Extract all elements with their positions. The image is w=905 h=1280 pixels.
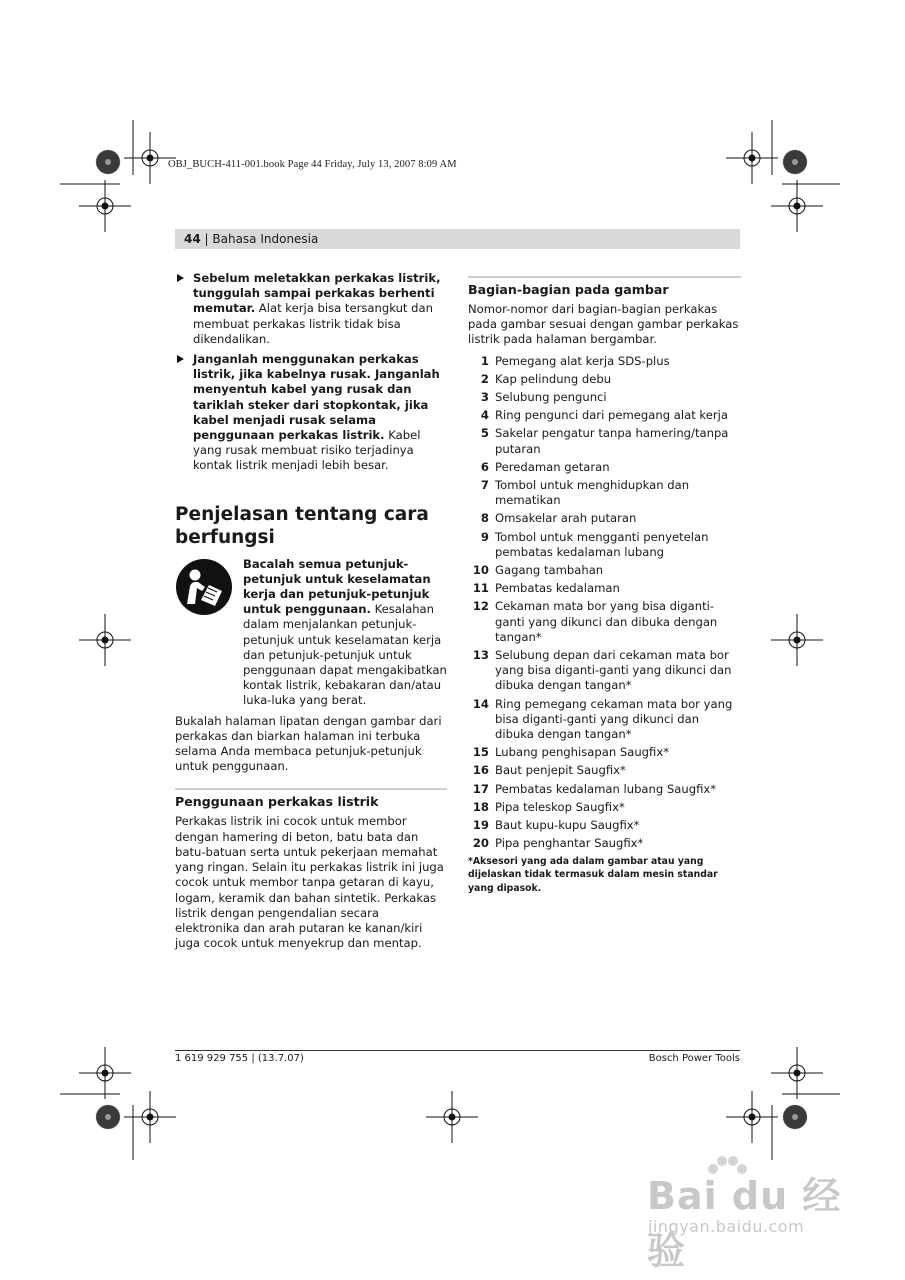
warning-bold-text: Janganlah menggunakan perkakas listrik, jika kabelnya rusak. Janganlah menyentuh kabel yang rusak dan tariklah steker dari stopkontak, jika kabel menjadi rusak selama penggunaan perkakas listrik.	[193, 352, 440, 443]
part-label: Tombol untuk menghidupkan dan mematikan	[495, 478, 690, 508]
part-number: 5	[480, 426, 489, 441]
part-number: 3	[480, 390, 489, 405]
warning-text: Kabel yang rusak membuat risiko terjadinya kontak listrik menjadi lebih besar.	[193, 428, 421, 473]
warning-text: Alat kerja bisa tersangkut dan membuat perkakas listrik tidak bisa dikendalikan.	[193, 301, 433, 346]
part-label: Kap pelindung debu	[495, 371, 612, 386]
part-number: 7	[480, 478, 489, 493]
part-label: Ring pengunci dari pemegang alat kerja	[495, 408, 728, 423]
read-manual-icon	[175, 558, 233, 616]
header-language: Bahasa Indonesia	[212, 232, 319, 246]
page-header	[175, 229, 740, 249]
page-number: 44	[184, 232, 201, 246]
part-list-item	[468, 581, 741, 596]
part-label: Tombol untuk mengganti penyetelan pembatas kedalaman lubang	[495, 529, 709, 559]
accessory-footnote: *Aksesori yang ada dalam gambar atau yang dijelaskan tidak termasuk dalam mesin standar yang dipasok.	[468, 855, 718, 894]
part-label: Baut kupu-kupu Saugfix*	[495, 818, 640, 833]
read-manual-block	[175, 557, 447, 709]
left-column	[175, 271, 447, 951]
part-label: Pembatas kedalaman	[495, 581, 620, 596]
watermark-url: jingyan.baidu.com	[648, 1217, 805, 1236]
part-label: Cekaman mata bor yang bisa diganti-ganti yang dikunci dan dibuka dengan tangan*	[495, 599, 718, 644]
part-label: Pembatas kedalaman lubang Saugfix*	[495, 781, 717, 796]
part-number: 4	[480, 408, 489, 423]
part-list-item	[468, 426, 741, 456]
part-label: Peredaman getaran	[495, 459, 610, 474]
part-number: 11	[472, 581, 489, 596]
read-manual-text: Kesalahan dalam menjalankan petunjuk-petunjuk untuk keselamatan kerja dan petunjuk-petunjuk untuk penggunaan dapat mengakibatkan kontak listrik, kebakaran dan/atau luka-luka yang berat.	[243, 602, 447, 708]
part-label: Selubung depan dari cekaman mata bor yang bisa diganti-ganti yang dikunci dan dibuka dengan tangan*	[495, 648, 732, 693]
part-list-item	[468, 599, 741, 645]
bullet-arrow-icon	[177, 274, 184, 282]
part-list-item	[468, 745, 741, 760]
header-separator: |	[200, 232, 213, 246]
part-list-item	[468, 460, 741, 475]
part-list-item	[468, 563, 741, 578]
part-number: 13	[472, 648, 489, 663]
part-list-item	[468, 390, 741, 405]
part-list-item	[468, 800, 741, 815]
footer-document-number: 1 619 929 755 | (13.7.07)	[175, 1053, 304, 1064]
part-number: 17	[472, 781, 489, 796]
part-number: 14	[472, 696, 489, 711]
part-list-item	[468, 478, 741, 508]
fold-out-paragraph: Bukalah halaman lipatan dengan gambar dari perkakas dan biarkan halaman ini terbuka selama Anda membaca petunjuk-petunjuk untuk penggunaan.	[175, 713, 442, 774]
part-label: Baut penjepit Saugfix*	[495, 763, 626, 778]
read-manual-bold-text: Bacalah semua petunjuk-petunjuk untuk keselamatan kerja dan petunjuk-petunjuk untuk penggunaan.	[243, 556, 431, 617]
right-column	[468, 276, 741, 895]
section-title: Penjelasan tentang cara berfungsi	[175, 503, 429, 548]
warning-item	[175, 352, 447, 474]
parts-heading: Bagian-bagian pada gambar	[468, 276, 741, 298]
part-list-item	[468, 697, 741, 743]
part-number: 6	[480, 459, 489, 474]
part-list-item	[468, 408, 741, 423]
part-number: 9	[480, 529, 489, 544]
part-number: 10	[472, 563, 489, 578]
part-label: Gagang tambahan	[495, 563, 604, 578]
footer-brand: Bosch Power Tools	[648, 1053, 740, 1064]
part-list-item	[468, 763, 741, 778]
part-label: Pipa penghantar Saugfix*	[495, 836, 644, 851]
warning-bold-text: Sebelum meletakkan perkakas listrik, tunggulah sampai perkakas berhenti memutar.	[193, 271, 441, 316]
part-list-item	[468, 648, 741, 694]
part-number: 16	[472, 763, 489, 778]
part-number: 8	[480, 511, 489, 526]
part-list-item	[468, 511, 741, 526]
part-number: 18	[472, 799, 489, 814]
part-list-item	[468, 818, 741, 833]
parts-list	[468, 354, 741, 852]
part-list-item	[468, 530, 741, 560]
footer-rule	[175, 1050, 740, 1051]
part-number: 15	[472, 745, 489, 760]
part-list-item	[468, 782, 741, 797]
part-list-item	[468, 372, 741, 387]
watermark-brand: Bai du 经验	[647, 1174, 842, 1273]
part-number: 20	[472, 836, 489, 851]
part-list-item	[468, 836, 741, 851]
watermark	[630, 1155, 860, 1280]
part-number: 12	[472, 599, 489, 614]
part-number: 2	[480, 371, 489, 386]
bullet-arrow-icon	[177, 355, 184, 363]
part-number: 19	[472, 818, 489, 833]
part-label: Selubung pengunci	[495, 390, 607, 405]
warning-item	[175, 271, 447, 347]
parts-intro: Nomor-nomor dari bagian-bagian perkakas pada gambar sesuai dengan gambar perkakas listrik pada halaman bergambar.	[468, 302, 739, 347]
part-label: Lubang penghisapan Saugfix*	[495, 745, 670, 760]
usage-paragraph: Perkakas listrik ini cocok untuk membor dengan hamering di beton, batu bata dan batu-batuan serta untuk pekerjaan memahat yang ringan. Selain itu perkakas listrik ini juga cocok untuk membor tanpa getaran di kayu, logam, keramik dan bahan sintetik. Perkakas listrik dengan pengendalian secara elektronika dan arah putaran ke kanan/kiri juga cocok untuk menyekrup dan mentap.	[175, 814, 444, 951]
part-label: Pemegang alat kerja SDS-plus	[495, 353, 670, 368]
part-label: Pipa teleskop Saugfix*	[495, 799, 625, 814]
part-list-item	[468, 354, 741, 369]
print-info-line: OBJ_BUCH-411-001.book Page 44 Friday, July 13, 2007 8:09 AM	[168, 159, 457, 170]
part-label: Omsakelar arah putaran	[495, 511, 637, 526]
part-number: 1	[480, 353, 489, 368]
usage-heading: Penggunaan perkakas listrik	[175, 788, 447, 810]
part-label: Sakelar pengatur tanpa hamering/tanpa putaran	[495, 426, 729, 456]
part-label: Ring pemegang cekaman mata bor yang bisa diganti-ganti yang dikunci dan dibuka dengan tangan*	[495, 696, 733, 742]
